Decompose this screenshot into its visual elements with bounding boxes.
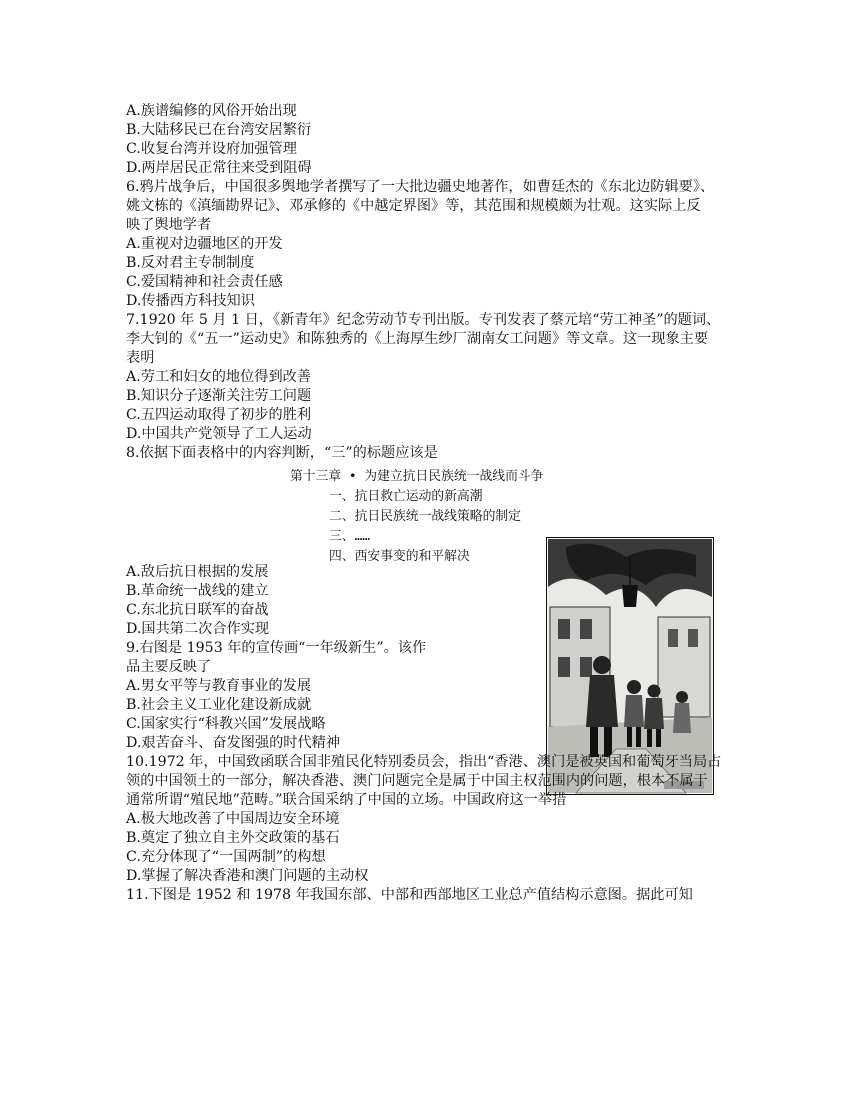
q10-option-d: D.掌握了解决香港和澳门问题的主动权: [126, 868, 369, 884]
q6-stem-line-1: 6.鸦片战争后，中国很多舆地学者撰写了一大批边疆史地著作，如曹廷杰的《东北边防辑要》、: [126, 179, 715, 195]
q8-table-item-2: 二、抗日民族统一战线策略的制定: [329, 509, 521, 524]
q9-option-d: D.艰苦奋斗、奋发图强的时代精神: [126, 735, 341, 751]
q8-option-a: A.敌后抗日根据的发展: [126, 564, 269, 580]
q10-stem-line-2: 领的中国领土的一部分，解决香港、澳门问题完全是属于中国主权范围内的问题，根本不属于: [126, 773, 708, 789]
q11-stem: 11.下图是 1952 和 1978 年我国东部、中部和西部地区工业总产值结构示意图。据此可知: [126, 887, 693, 903]
q10-stem-line-3: 通常所谓“殖民地”范畴。”联合国采纳了中国的立场。中国政府这一举措: [126, 792, 567, 808]
q5-option-d: D.两岸居民正常往来受到阻碍: [126, 160, 312, 176]
q5-option-a: A.族谱编修的风俗开始出现: [126, 103, 297, 119]
q7-stem-line-1: 7.1920 年 5 月 1 日，《新青年》纪念劳动节专刊出版。专刊发表了蔡元培“劳工神圣”的题词、: [126, 312, 721, 328]
q7-stem-line-3: 表明: [126, 350, 155, 366]
q9-stem-line-2: 品主要反映了: [126, 659, 212, 675]
q6-stem-line-3: 映了舆地学者: [126, 217, 212, 233]
q6-option-a: A.重视对边疆地区的开发: [126, 236, 283, 252]
q6-stem-line-2: 姚文栋的《滇缅勘界记》、邓承修的《中越定界图》等，其范围和规模颇为壮观。这实际上反: [126, 198, 701, 214]
q7-option-d: D.中国共产党领导了工人运动: [126, 426, 312, 442]
q7-option-a: A.劳工和妇女的地位得到改善: [126, 369, 312, 385]
q8-table-item-3: 三、……: [329, 529, 371, 544]
q6-option-d: D.传播西方科技知识: [126, 293, 255, 309]
q10-stem-line-1: 10.1972 年，中国致函联合国非殖民化特别委员会，指出“香港、澳门是被英国和葡萄牙当局占: [126, 754, 722, 770]
q8-table-item-4: 四、西安事变的和平解决: [329, 549, 470, 564]
q8-option-b: B.革命统一战线的建立: [126, 583, 269, 599]
q9-option-b: B.社会主义工业化建设新成就: [126, 697, 312, 713]
q5-option-c: C.收复台湾并设府加强管理: [126, 141, 297, 157]
q10-option-a: A.极大地改善了中国周边安全环境: [126, 811, 340, 827]
q5-option-b: B.大陆移民已在台湾安居繁衍: [126, 122, 312, 138]
q9-option-a: A.男女平等与教育事业的发展: [126, 678, 312, 694]
q10-option-b: B.奠定了独立自主外交政策的基石: [126, 830, 340, 846]
q8-option-c: C.东北抗日联军的奋战: [126, 602, 269, 618]
q9-option-c: C.国家实行“科教兴国”发展战略: [126, 716, 326, 732]
q8-table-item-1: 一、抗日救亡运动的新高潮: [329, 489, 483, 504]
q6-option-b: B.反对君主专制制度: [126, 255, 255, 271]
q7-option-c: C.五四运动取得了初步的胜利: [126, 407, 312, 423]
q10-option-c: C.充分体现了“一国两制”的构想: [126, 849, 326, 865]
q8-option-d: D.国共第二次合作实现: [126, 621, 270, 637]
q7-stem-line-2: 李大钊的《“五一”运动史》和陈独秀的《上海厚生纱厂湖南女工问题》等文章。这一现象主要: [126, 331, 709, 347]
q7-option-b: B.知识分子逐渐关注劳工问题: [126, 388, 312, 404]
q8-table-chapter: 第十三章 • 为建立抗日民族统一战线而斗争: [290, 469, 544, 484]
q6-option-c: C.爱国精神和社会责任感: [126, 274, 283, 290]
q9-stem-line-1: 9.右图是 1953 年的宣传画“一年级新生”。该作: [126, 640, 427, 656]
q8-stem: 8.依据下面表格中的内容判断，“三”的标题应该是: [126, 445, 438, 461]
